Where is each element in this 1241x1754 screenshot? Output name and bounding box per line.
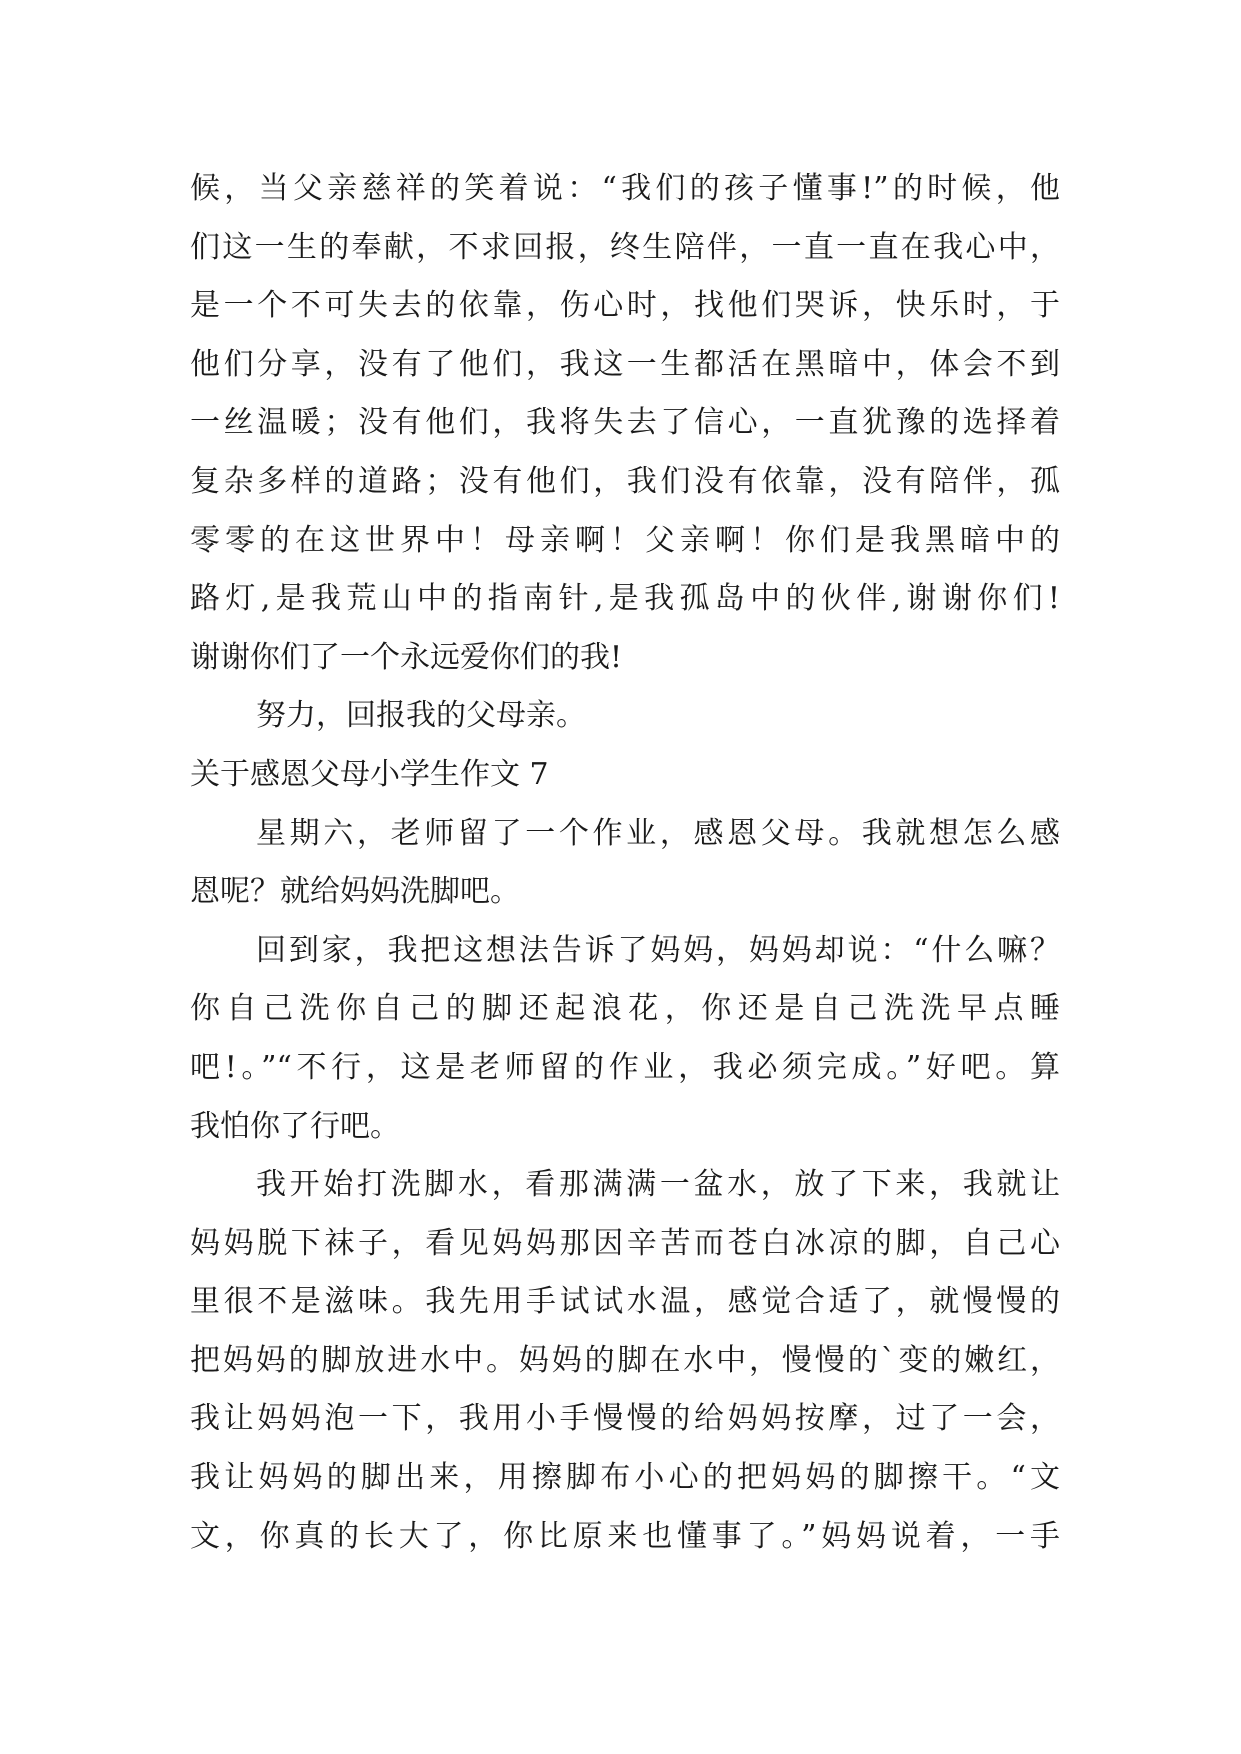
text-line: 你自己洗你自己的脚还起浪花，你还是自己洗洗早点睡 bbox=[190, 991, 1060, 1027]
text-line: 把妈妈的脚放进水中。妈妈的脚在水中，慢慢的`变的嫩红， bbox=[190, 1342, 1060, 1378]
text-line: 我怕你了行吧。 bbox=[190, 1108, 400, 1144]
text-line: 候，当父亲慈祥的笑着说：“我们的孩子懂事!”的时候，他 bbox=[190, 171, 1060, 206]
text-line: 复杂多样的道路；没有他们，我们没有依靠，没有陪伴，孤 bbox=[190, 463, 1060, 499]
text-line: 是一个不可失去的依靠，伤心时，找他们哭诉，快乐时，于 bbox=[190, 288, 1060, 324]
text-line: 他们分享，没有了他们，我这一生都活在黑暗中，体会不到 bbox=[190, 346, 1060, 382]
text-line: 吧!。”“不行，这是老师留的作业，我必须完成。”好吧。算 bbox=[190, 1049, 1060, 1085]
text-line: 恩呢？就给妈妈洗脚吧。 bbox=[190, 874, 520, 910]
text-line: 零零的在这世界中！母亲啊！父亲啊！你们是我黑暗中的 bbox=[190, 522, 1060, 558]
text-line: 星期六，老师留了一个作业，感恩父母。我就想怎么感 bbox=[256, 815, 1060, 851]
text-line: 努力，回报我的父母亲。 bbox=[256, 698, 586, 734]
text-line: 路灯,是我荒山中的指南针,是我孤岛中的伙伴,谢谢你们! bbox=[190, 581, 1060, 617]
document-body bbox=[190, 160, 1060, 1566]
text-line: 们这一生的奉献，不求回报，终生陪伴，一直一直在我心中， bbox=[190, 229, 1060, 265]
text-line: 谢谢你们了一个永远爱你们的我! bbox=[190, 639, 623, 675]
text-line: 回到家，我把这想法告诉了妈妈，妈妈却说：“什么嘛？ bbox=[256, 932, 1060, 968]
text-line: 文，你真的长大了，你比原来也懂事了。”妈妈说着，一手 bbox=[190, 1518, 1060, 1554]
text-line: 里很不是滋味。我先用手试试水温，感觉合适了，就慢慢的 bbox=[190, 1284, 1060, 1320]
text-line: 我让妈妈泡一下，我用小手慢慢的给妈妈按摩，过了一会， bbox=[190, 1401, 1060, 1437]
text-line: 一丝温暖；没有他们，我将失去了信心，一直犹豫的选择着 bbox=[190, 405, 1060, 441]
section-heading: 关于感恩父母小学生作文 7 bbox=[190, 756, 549, 792]
text-line: 我开始打洗脚水，看那满满一盆水，放了下来，我就让 bbox=[256, 1167, 1060, 1203]
text-line: 妈妈脱下袜子，看见妈妈那因辛苦而苍白冰凉的脚，自己心 bbox=[190, 1225, 1060, 1261]
text-line: 我让妈妈的脚出来，用擦脚布小心的把妈妈的脚擦干。“文 bbox=[190, 1460, 1060, 1496]
